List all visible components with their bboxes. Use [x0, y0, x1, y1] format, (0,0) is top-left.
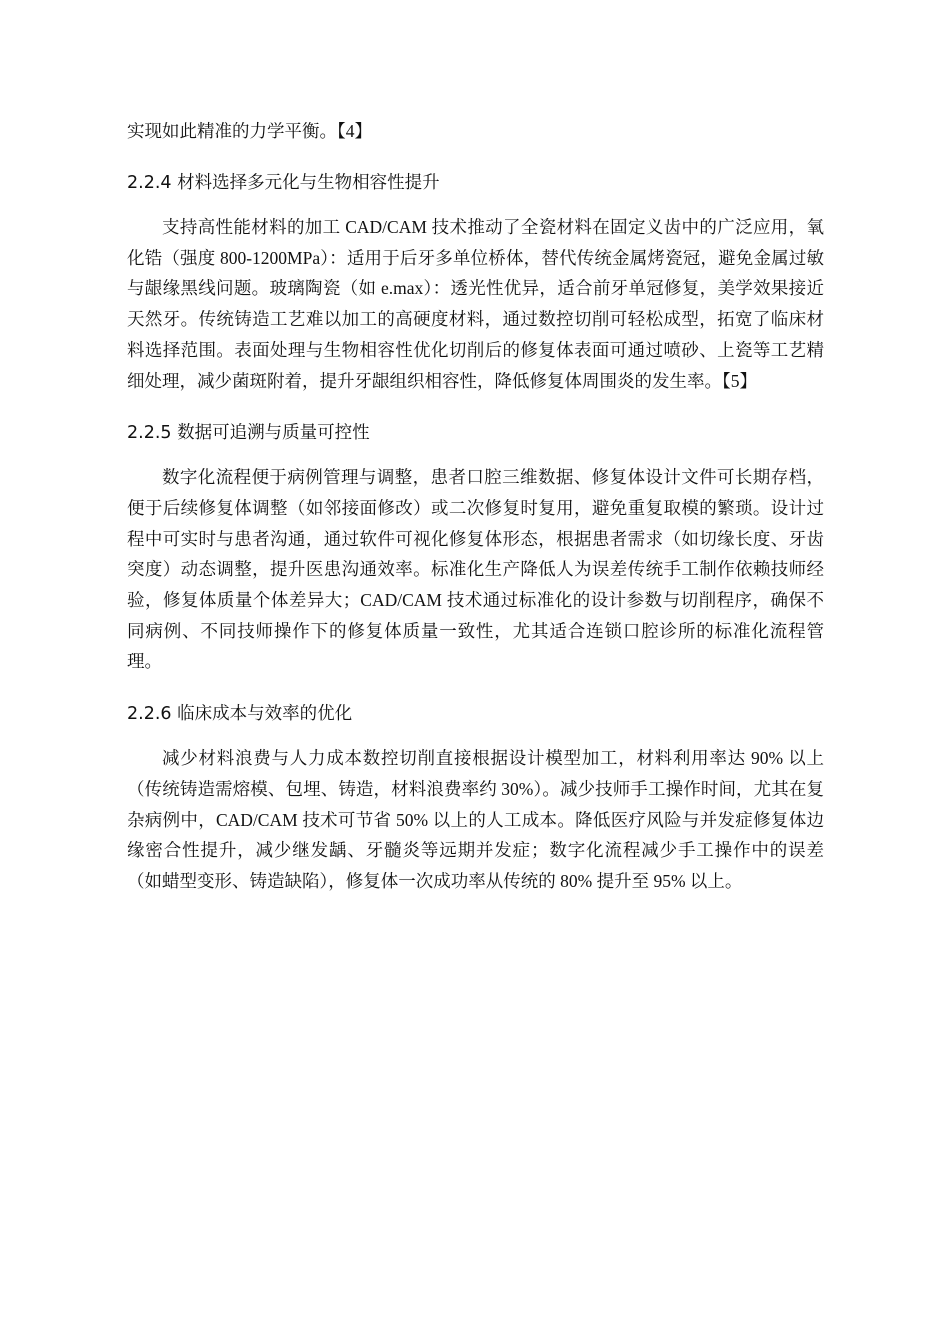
section-paragraph-2-2-4: 支持高性能材料的加工 CAD/CAM 技术推动了全瓷材料在固定义齿中的广泛应用，氧化锆（强度 800-1200MPa）：适用于后牙多单位桥体，替代传统金属烤瓷冠，避免金属过敏与龈缘黑线问题。玻璃陶瓷（如 e.max）：透光性优异，适合前牙单冠修复，美学效果接近天然牙。传统铸造工艺难以加工的高硬度材料，通过数控切削可轻松成型，拓宽了临床材料选择范围。表面处理与生物相容性优化切削后的修复体表面可通过喷砂、上瓷等工艺精细处理，减少菌斑附着，提升牙龈组织相容性，降低修复体周围炎的发生率。【5】 — [127, 217, 824, 391]
section-heading-2-2-4: 2.2.4 材料选择多元化与生物相容性提升 — [127, 173, 440, 193]
section-paragraph-2-2-6: 减少材料浪费与人力成本数控切削直接根据设计模型加工，材料利用率达 90% 以上（传统铸造需熔模、包埋、铸造，材料浪费率约 30%）。减少技师手工操作时间，尤其在复杂病例中，CAD/CAM 技术可节省 50% 以上的人工成本。降低医疗风险与并发症修复体边缘密合性提升，减少继发龋、牙髓炎等远期并发症；数字化流程减少手工操作中的误差（如蜡型变形、铸造缺陷），修复体一次成功率从传统的 80% 提升至 95% 以上。 — [127, 748, 824, 891]
section-heading-2-2-5: 2.2.5 数据可追溯与质量可控性 — [127, 423, 370, 444]
section-heading-2-2-6: 2.2.6 临床成本与效率的优化 — [127, 704, 353, 725]
document-body — [127, 116, 824, 897]
section-paragraph-2-2-5: 数字化流程便于病例管理与调整，患者口腔三维数据、修复体设计文件可长期存档，便于后续修复体调整（如邻接面修改）或二次修复时复用，避免重复取模的繁琐。设计过程中可实时与患者沟通，通过软件可视化修复体形态，根据患者需求（如切缘长度、牙齿突度）动态调整，提升医患沟通效率。标准化生产降低人为误差传统手工制作依赖技师经验，修复体质量个体差异大；CAD/CAM 技术通过标准化的设计参数与切削程序，确保不同病例、不同技师操作下的修复体质量一致性，尤其适合连锁口腔诊所的标准化流程管理。 — [127, 467, 824, 672]
continuation-text: 实现如此精准的力学平衡。【4】 — [127, 121, 372, 141]
